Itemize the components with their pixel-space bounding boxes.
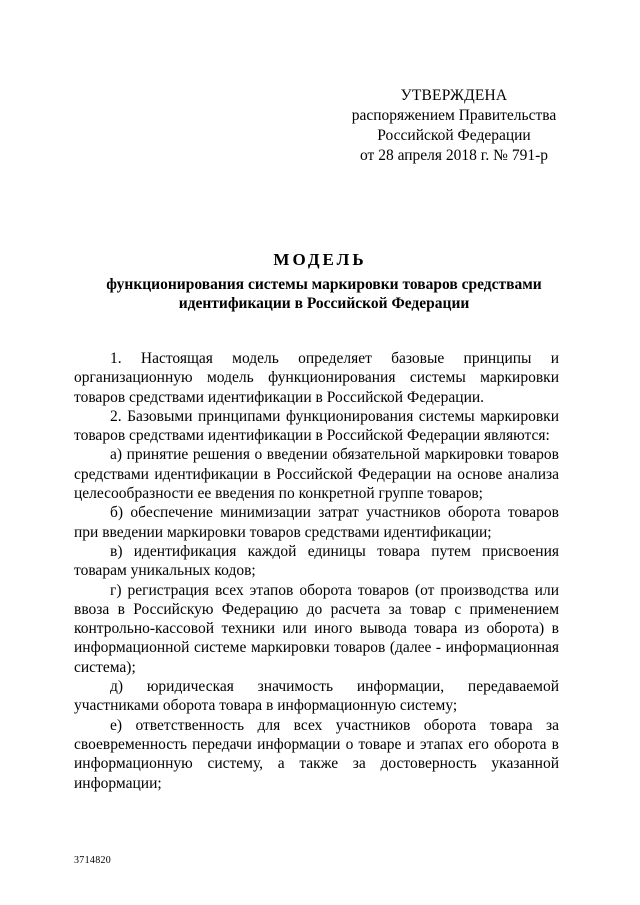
paragraph-2d: д) юридическая значимость информации, передаваемой участниками оборота товара в информационную систему; [74, 678, 559, 715]
paragraph-2a: а) принятие решения о введении обязательной маркировки товаров средствами идентификации в Российской Федерации на основе анализа целесообразности ее введения по конкретной группе товаров; [74, 446, 559, 503]
document-subtitle: функционирования системы маркировки товаров средствами идентификации в Российской Федерации [106, 276, 542, 312]
approval-line-3: от 28 апреля 2018 г. № 791-р [360, 147, 548, 164]
document-title: МОДЕЛЬ [273, 250, 367, 269]
paragraph-1: 1. Настоящая модель определяет базовые принципы и организационную модель функционирования системы маркировки товаров средствами идентификации в Российской Федерации. [74, 350, 559, 406]
paragraph-2e: е) ответственность для всех участников оборота товара за своевременность передачи информации о товаре и этапах его оборота в информационную систему, а также за достоверность указанной информации; [74, 716, 559, 792]
approval-stamp [330, 86, 578, 166]
approval-line-2: Российской Федерации [377, 127, 531, 144]
paragraph-2: 2. Базовыми принципами функционирования системы маркировки товаров средствами идентификации в Российской Федерации являются: [74, 407, 559, 445]
document-body [74, 349, 559, 793]
approval-title: УТВЕРЖДЕНА [400, 87, 508, 104]
document-code: 3714820 [74, 855, 112, 866]
approval-line-1: распоряжением Правительства [351, 107, 557, 124]
paragraph-2v: в) идентификация каждой единицы товара путем присвоения товарам уникальных кодов; [74, 542, 559, 580]
paragraph-2g: г) регистрация всех этапов оборота товаров (от производства или ввоза в Российскую Федерацию до расчета за товар с применением контрольно-кассовой техники или иного вывода товара из оборота) в информационной системе маркировки товаров (далее - информационная система); [74, 581, 559, 676]
paragraph-2b: б) обеспечение минимизации затрат участников оборота товаров при введении маркировки товаров средствами идентификации; [74, 504, 559, 541]
